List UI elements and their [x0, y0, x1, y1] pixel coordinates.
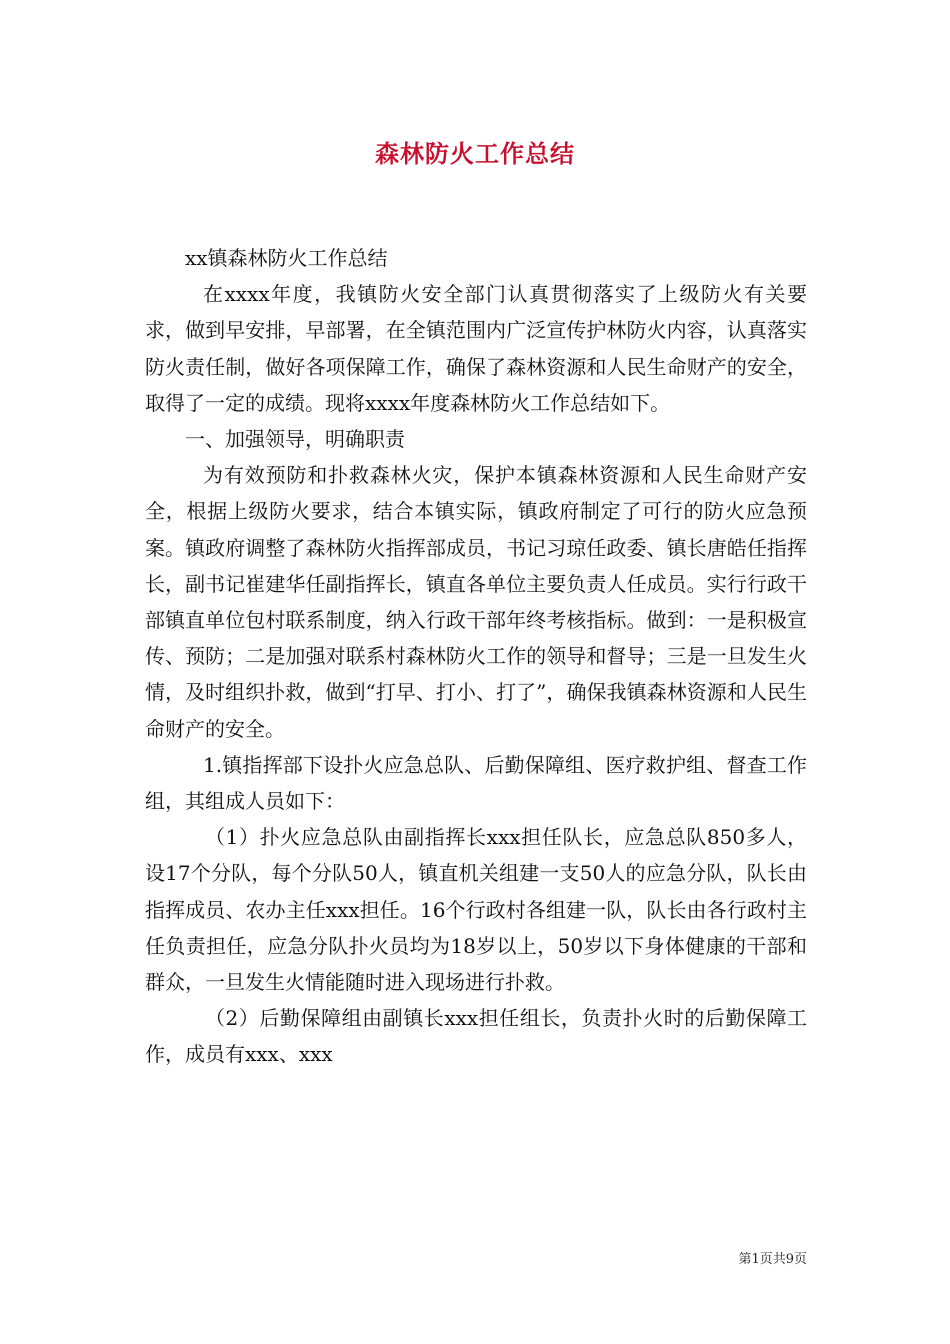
subtitle-paragraph: xx镇森林防火工作总结 — [185, 246, 388, 270]
body-paragraph: 为有效预防和扑救森林火灾，保护本镇森林资源和人民生命财产安全，根据上级防火要求，结合本镇实际，镇政府制定了可行的防火应急预案。镇政府调整了森林防火指挥部成员，书记习琼任政委、镇长唐皓任指挥长，副书记崔建华任副指挥长，镇直各单位主要负责人任成员。实行行政干部镇直单位包村联系制度，纳入行政干部年终考核指标。做到：一是积极宣传、预防；二是加强对联系村森林防火工作的领导和督导；三是一旦发生火情，及时组织扑救，做到“打早、打小、打了”，确保我镇森林资源和人民生命财产的安全。 — [145, 463, 807, 741]
list-item-paragraph: 1.镇指挥部下设扑火应急总队、后勤保障组、医疗救护组、督查工作组，其组成人员如下： — [145, 752, 807, 814]
page-number: 第1页共9页 — [738, 1252, 807, 1267]
sub-item-paragraph: （1）扑火应急总队由副指挥长xxx担任队长，应急总队850多人，设17个分队，每个分队50人，镇直机关组建一支50人的应急分队，队长由指挥成员、农办主任xxx担任。16个行政村各组建一队，队长由各行政村主任负责担任，应急分队扑火员均为18岁以上，50岁以下身体健康的干部和群众，一旦发生火情能随时进入现场进行扑救。 — [145, 825, 807, 995]
sub-item-paragraph: （2）后勤保障组由副镇长xxx担任组长，负责扑火时的后勤保障工作，成员有xxx、xxx — [145, 1006, 807, 1067]
document-body — [145, 240, 807, 1073]
intro-paragraph: 在xxxx年度，我镇防火安全部门认真贯彻落实了上级防火有关要求，做到早安排，早部署，在全镇范围内广泛宣传护林防火内容，认真落实防火责任制，做好各项保障工作，确保了森林资源和人民生命财产的安全，取得了一定的成绩。现将xxxx年度森林防火工作总结如下。 — [145, 282, 807, 415]
section-heading: 一、加强领导，明确职责 — [185, 427, 405, 452]
document-title: 森林防火工作总结 — [375, 139, 575, 168]
